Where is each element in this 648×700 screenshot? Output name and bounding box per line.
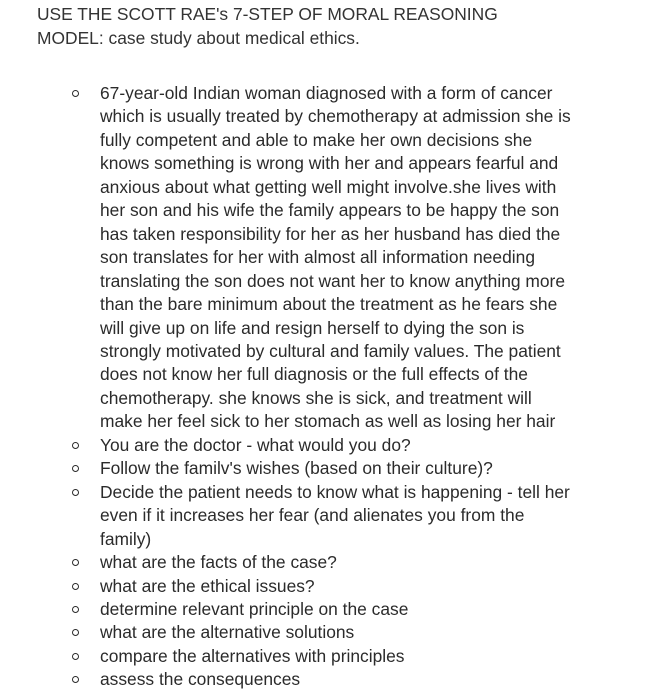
- list-item-text-line: You are the doctor - what would you do?: [100, 434, 411, 455]
- list-item-text-line: fully competent and able to make her own decisions she: [100, 129, 533, 150]
- list-item-text-line: son translates for her with almost all information needing: [100, 247, 535, 268]
- list-item-text-line: what are the alternative solutions: [100, 622, 355, 643]
- list-item-text-line: compare the alternatives with principles: [100, 645, 405, 666]
- hollow-circle-bullet-icon: [72, 653, 79, 660]
- bullet-list: [0, 82, 648, 692]
- hollow-circle-bullet-icon: [72, 629, 79, 636]
- list-item: [0, 457, 620, 480]
- list-item-text-line: her son and his wife the family appears to be happy the son: [100, 200, 560, 221]
- list-item: [0, 82, 620, 434]
- list-item-text-line: family): [100, 528, 152, 549]
- list-item-text-line: strongly motivated by cultural and family values. The patient: [100, 340, 561, 361]
- list-item-text-line: Follow the familv's wishes (based on their culture)?: [100, 458, 493, 479]
- title-line: USE THE SCOTT RAE's 7-STEP OF MORAL REASONING: [37, 4, 498, 24]
- list-item-text-line: will give up on life and resign herself to dying the son is: [100, 317, 525, 338]
- page-title: [37, 3, 637, 50]
- hollow-circle-bullet-icon: [72, 583, 79, 590]
- list-item-text-line: determine relevant principle on the case: [100, 598, 409, 619]
- list-item-text-line: chemotherapy. she knows she is sick, and treatment will: [100, 387, 532, 408]
- list-item: [0, 551, 620, 574]
- list-item: [0, 645, 620, 668]
- hollow-circle-bullet-icon: [72, 465, 79, 472]
- list-item-text-line: 67-year-old Indian woman diagnosed with a form of cancer: [100, 83, 553, 103]
- list-item-text-line: does not know her full diagnosis or the full effects of the: [100, 364, 528, 385]
- list-item-text-line: than the bare minimum about the treatment as he fears she: [100, 294, 558, 315]
- hollow-circle-bullet-icon: [72, 606, 79, 613]
- hollow-circle-bullet-icon: [72, 442, 79, 449]
- list-item: [0, 621, 620, 644]
- list-item-text-line: which is usually treated by chemotherapy at admission she is: [100, 106, 571, 127]
- list-item-text-line: translating the son does not want her to know anything more: [100, 270, 565, 291]
- list-item-text-line: what are the facts of the case?: [100, 552, 337, 573]
- hollow-circle-bullet-icon: [72, 559, 79, 566]
- list-item-text-line: assess the consequences: [100, 669, 301, 690]
- list-item-text-line: even if it increases her fear (and alienates you from the: [100, 505, 525, 526]
- list-item: [0, 434, 620, 457]
- hollow-circle-bullet-icon: [72, 489, 79, 496]
- hollow-circle-bullet-icon: [72, 90, 79, 97]
- list-item-text-line: Decide the patient needs to know what is happening - tell her: [100, 481, 570, 502]
- list-item: [0, 481, 620, 551]
- hollow-circle-bullet-icon: [72, 676, 79, 683]
- title-line: MODEL: case study about medical ethics.: [37, 27, 360, 48]
- list-item-text-line: anxious about what getting well might involve.she lives with: [100, 176, 557, 197]
- list-item: [0, 598, 620, 621]
- list-item-text-line: has taken responsibility for her as her husband has died the: [100, 223, 561, 244]
- list-item-text-line: make her feel sick to her stomach as well as losing her hair: [100, 411, 556, 432]
- list-item-text-line: knows something is wrong with her and appears fearful and: [100, 153, 559, 174]
- list-item: [0, 668, 620, 691]
- list-item: [0, 575, 620, 598]
- list-item-text-line: what are the ethical issues?: [100, 575, 315, 596]
